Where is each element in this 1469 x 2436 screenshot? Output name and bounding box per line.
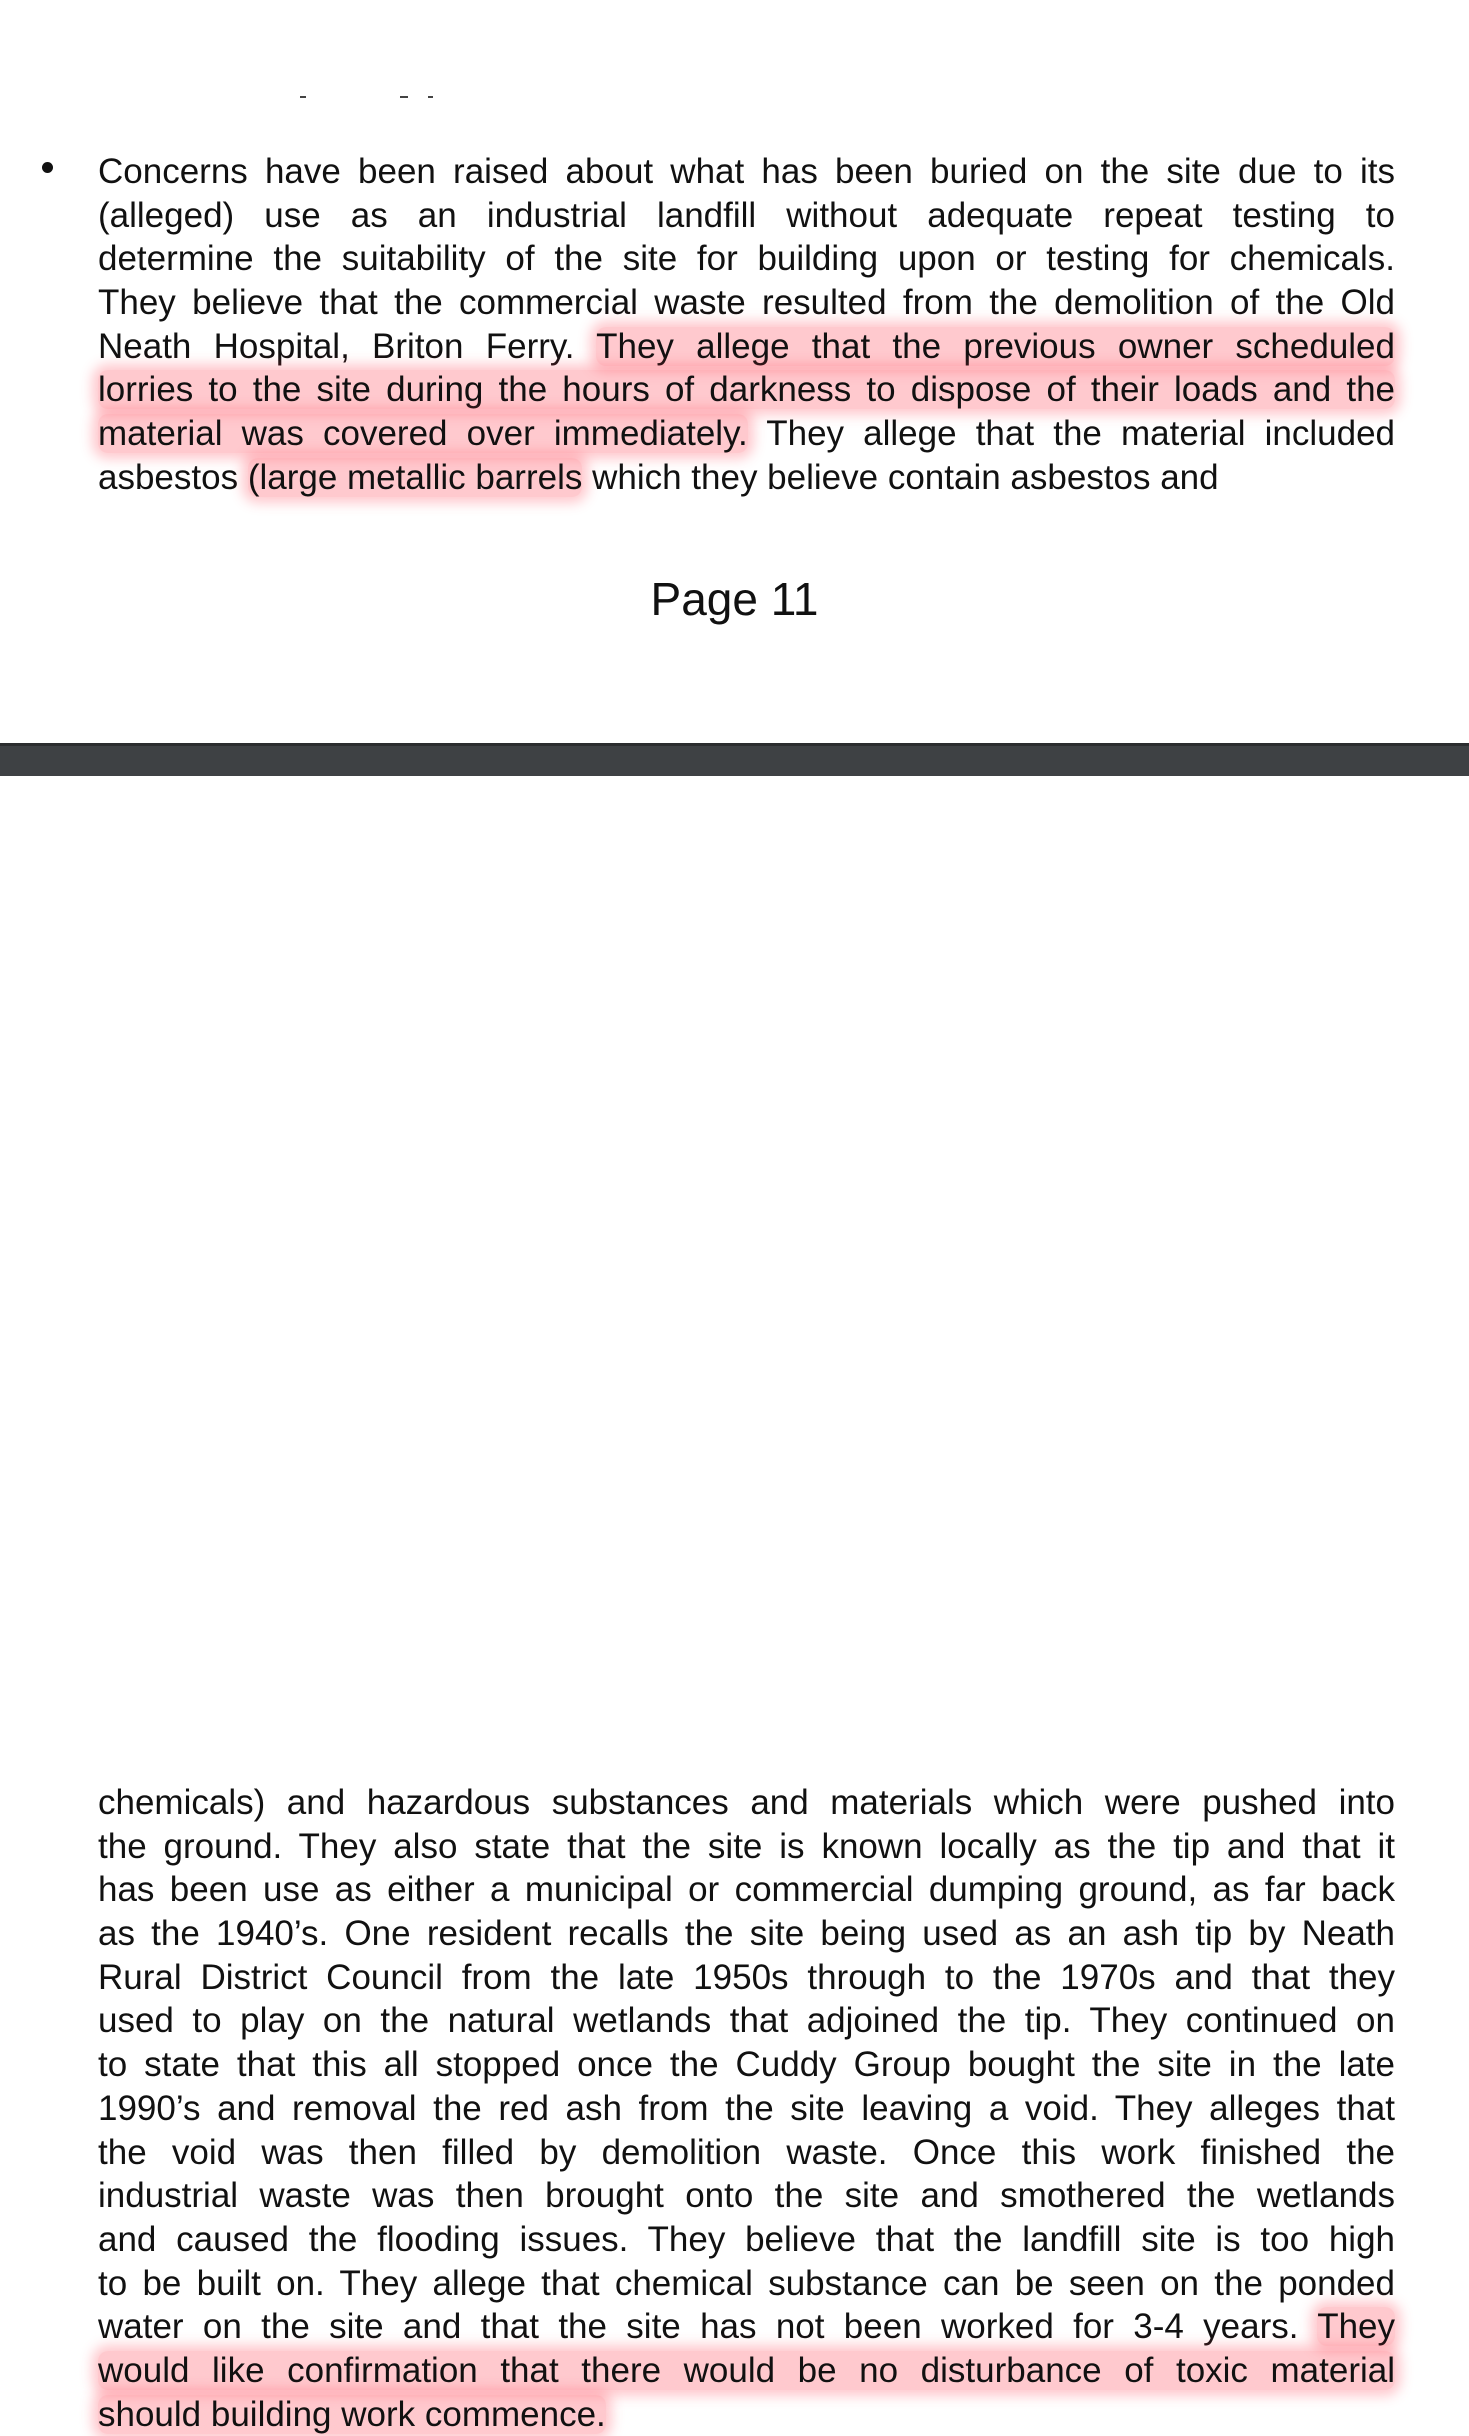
paragraph-top (98, 150, 1395, 500)
text-segment: to be built on. They allege that chemical substance can be seen on the ponded (98, 2263, 1395, 2303)
text-line (98, 1781, 1395, 1825)
text-line (98, 2043, 1395, 2087)
text-line (98, 1912, 1395, 1956)
page-12 (0, 776, 1469, 2434)
text-line (98, 2174, 1395, 2218)
page-number: Page 11 (650, 573, 819, 625)
text-segment: Concerns have been raised about what has been buried on the site due to its (98, 152, 1395, 191)
paragraph-bottom (98, 1781, 1395, 2436)
highlighted-text: lorries to the site during the hours of darkness to dispose of their loads and the (98, 370, 1395, 410)
text-segment: Neath Hospital, Briton Ferry. (98, 326, 597, 366)
text-line (98, 1868, 1395, 1912)
text-line (98, 2349, 1395, 2393)
text-segment: (alleged) use as an industrial landfill without adequate repeat testing to (98, 195, 1395, 235)
text-segment: used to play on the natural wetlands that adjoined the tip. They continued on (98, 2001, 1395, 2041)
text-line (98, 456, 1395, 500)
text-line (98, 237, 1395, 281)
text-line (98, 325, 1395, 369)
text-segment: asbestos (98, 457, 248, 497)
scan-artifact (300, 88, 470, 100)
text-line (98, 2305, 1395, 2349)
text-segment: 1990’s and removal the red ash from the site leaving a void. They alleges that (98, 2088, 1395, 2128)
text-segment: which they believe contain asbestos and (582, 457, 1219, 497)
text-segment: as the 1940’s. One resident recalls the site being used as an ash tip by Neath (98, 1914, 1395, 1954)
text-line (98, 1999, 1395, 2043)
text-segment: They believe that the commercial waste resulted from the demolition of the Old (98, 283, 1395, 323)
highlighted-text: They allege that the previous owner scheduled (596, 326, 1395, 366)
text-line (98, 194, 1395, 238)
text-segment: and caused the flooding issues. They believe that the landfill site is too high (98, 2219, 1395, 2259)
text-segment: They allege that the material included (747, 414, 1395, 454)
text-line (98, 2393, 1395, 2436)
highlighted-text: would like confirmation that there would be no disturbance of toxic material (98, 2350, 1395, 2390)
text-segment: chemicals) and hazardous substances and materials which were pushed into (98, 1783, 1395, 1822)
highlighted-text: They (1317, 2307, 1395, 2347)
text-segment: determine the suitability of the site for building upon or testing for chemicals. (98, 239, 1395, 279)
text-segment: Rural District Council from the late 1950s through to the 1970s and that they (98, 1957, 1395, 1997)
text-line (98, 2087, 1395, 2131)
page-separator (0, 743, 1469, 776)
page-11 (0, 0, 1469, 743)
highlighted-text: (large metallic barrels (247, 457, 583, 497)
text-segment: has been use as either a municipal or commercial dumping ground, as far back (98, 1870, 1395, 1910)
bullet-point (42, 162, 53, 173)
text-segment: water on the site and that the site has not been worked for 3-4 years. (98, 2307, 1318, 2347)
text-line (98, 412, 1395, 456)
text-line (98, 281, 1395, 325)
text-line (98, 2131, 1395, 2175)
text-line (98, 2262, 1395, 2306)
text-segment: the void was then filled by demolition waste. Once this work finished the (98, 2132, 1395, 2172)
text-line (98, 1825, 1395, 1869)
text-line (98, 368, 1395, 412)
text-line (98, 2218, 1395, 2262)
text-segment: industrial waste was then brought onto the site and smothered the wetlands (98, 2176, 1395, 2216)
highlighted-text: material was covered over immediately. (98, 414, 748, 454)
text-segment: the ground. They also state that the site is known locally as the tip and that it (98, 1826, 1395, 1866)
highlighted-text: should building work commence. (98, 2394, 606, 2434)
text-line (98, 150, 1395, 194)
text-segment: to state that this all stopped once the Cuddy Group bought the site in the late (98, 2045, 1395, 2085)
text-line (98, 1956, 1395, 2000)
